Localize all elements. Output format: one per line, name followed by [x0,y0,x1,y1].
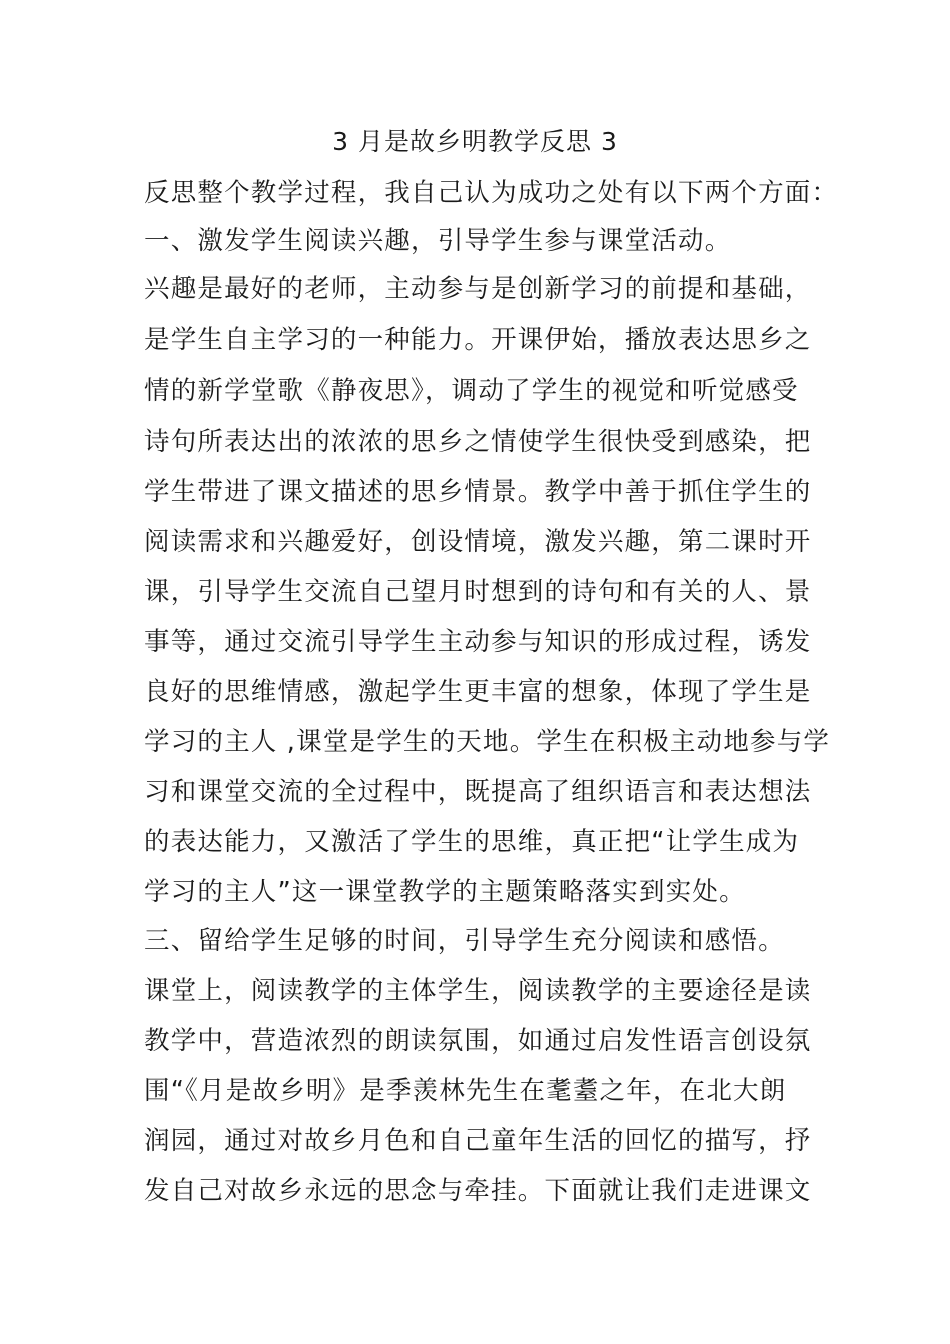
paragraph-line: 习和课堂交流的全过程中，既提高了组织语言和表达想法 [144,777,812,807]
paragraph-line: 情的新学堂歌《静夜思》，调动了学生的视觉和听觉感受 [144,376,799,406]
paragraph-line: 课，引导学生交流自己望月时想到的诗句和有关的人、景 [144,577,812,607]
paragraph-line: 学习的主人 ,课堂是学生的天地。学生在积极主动地参与学 [144,727,831,757]
paragraph-line: 学生带进了课文描述的思乡情景。教学中善于抓住学生的 [144,477,812,507]
paragraph-line: 发自己对故乡永远的思念与牵挂。下面就让我们走进课文 [144,1176,812,1206]
paragraph-line: 教学中，营造浓烈的朗读氛围，如通过启发性语言创设氛 [144,1026,812,1056]
paragraph-line: 润园，通过对故乡月色和自己童年生活的回忆的描写，抒 [144,1126,812,1156]
paragraph-line: 良好的思维情感，激起学生更丰富的想象，体现了学生是 [144,677,812,707]
paragraph-line: 阅读需求和兴趣爱好，创设情境，激发兴趣，第二课时开 [144,527,812,557]
paragraph-line: 反思整个教学过程，我自己认为成功之处有以下两个方面： [144,178,839,208]
paragraph-line: 事等，通过交流引导学生主动参与知识的形成过程，诱发 [144,627,812,657]
section-heading: 一、激发学生阅读兴趣，引导学生参与课堂活动。 [144,226,732,256]
paragraph-line: 围“《月是故乡明》是季羡林先生在耄耋之年，在北大朗 [144,1076,787,1106]
paragraph-line: 学习的主人”这一课堂教学的主题策略落实到实处。 [144,877,746,907]
paragraph-line: 的表达能力，又激活了学生的思维，真正把“让学生成为 [144,827,800,857]
paragraph-line: 是学生自主学习的一种能力。开课伊始，播放表达思乡之 [144,325,812,355]
paragraph-line: 课堂上，阅读教学的主体学生，阅读教学的主要途径是读 [144,976,812,1006]
paragraph-line: 诗句所表达出的浓浓的思乡之情使学生很快受到感染，把 [144,427,812,457]
paragraph-line: 兴趣是最好的老师，主动参与是创新学习的前提和基础， [144,274,812,304]
section-heading: 三、留给学生足够的时间，引导学生充分阅读和感悟。 [144,926,785,956]
document-title: 3 月是故乡明教学反思 3 [332,127,618,156]
